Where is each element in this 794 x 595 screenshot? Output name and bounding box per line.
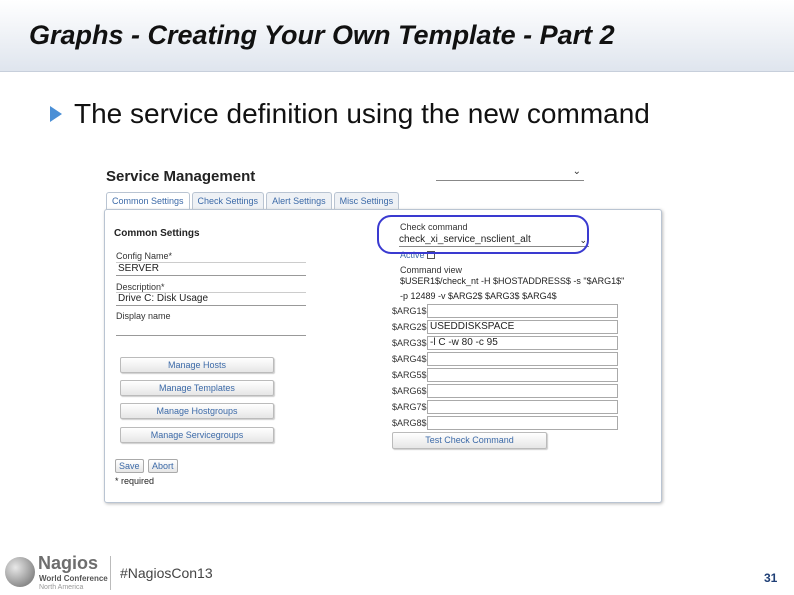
check-command-label: Check command xyxy=(400,222,468,232)
page-number: 31 xyxy=(764,571,778,585)
abort-button[interactable]: Abort xyxy=(148,459,178,473)
arg3-field[interactable]: -l C -w 80 -c 95 xyxy=(427,336,618,350)
config-name-field[interactable]: SERVER xyxy=(116,262,306,276)
arg8-field[interactable] xyxy=(427,416,618,430)
service-management-screenshot xyxy=(96,161,671,509)
active-label: Active xyxy=(400,250,425,260)
arg4-label: $ARG4$ xyxy=(392,354,427,364)
bullet-row xyxy=(50,97,650,131)
bullet-text: The service definition using the new command xyxy=(74,98,650,129)
logo-name: Nagios xyxy=(38,553,99,573)
bullet-arrow-icon xyxy=(50,106,62,122)
check-command-value: check_xi_service_nsclient_alt xyxy=(399,234,531,245)
arg6-field[interactable] xyxy=(427,384,618,398)
check-command-highlight xyxy=(377,215,589,254)
logo-region: North America xyxy=(39,584,84,591)
arg7-field[interactable] xyxy=(427,400,618,414)
command-view-line: $USER1$/check_nt -H $HOSTADDRESS$ -s "$ARG1$" xyxy=(400,276,625,286)
nagios-globe-icon xyxy=(5,557,35,587)
tab-alert-settings[interactable]: Alert Settings xyxy=(266,192,332,210)
arg5-field[interactable] xyxy=(427,368,618,382)
conference-hashtag: #NagiosCon13 xyxy=(120,565,213,581)
logo-subtitle: World Conference xyxy=(39,574,108,583)
arg6-label: $ARG6$ xyxy=(392,386,427,396)
description-label: Description* xyxy=(116,282,165,292)
tab-common-settings[interactable]: Common Settings xyxy=(106,192,190,210)
arg3-label: $ARG3$ xyxy=(392,338,427,348)
arg4-field[interactable] xyxy=(427,352,618,366)
save-button[interactable]: Save xyxy=(115,459,144,473)
app-title: Service Management xyxy=(106,168,256,185)
config-name-label: Config Name* xyxy=(116,251,173,261)
arg2-field[interactable]: USEDDISKSPACE xyxy=(427,320,618,334)
common-settings-heading: Common Settings xyxy=(114,228,200,239)
arg1-label: $ARG1$ xyxy=(392,306,427,316)
command-view-line: -p 12489 -v $ARG2$ $ARG3$ $ARG4$ xyxy=(400,291,557,301)
footer-divider xyxy=(110,556,111,590)
required-note: * required xyxy=(115,476,155,486)
chevron-down-icon: ⌄ xyxy=(579,235,587,245)
tab-misc-settings[interactable]: Misc Settings xyxy=(334,192,400,210)
arg5-label: $ARG5$ xyxy=(392,370,427,380)
arg8-label: $ARG8$ xyxy=(392,418,427,428)
top-select[interactable] xyxy=(436,165,584,181)
manage-hosts-button[interactable]: Manage Hosts xyxy=(120,357,274,373)
slide-title: Graphs - Creating Your Own Template - Part 2 xyxy=(29,20,615,50)
display-name-label: Display name xyxy=(116,311,171,321)
tab-check-settings[interactable]: Check Settings xyxy=(192,192,265,210)
description-field[interactable]: Drive C: Disk Usage xyxy=(116,292,306,306)
manage-hostgroups-button[interactable]: Manage Hostgroups xyxy=(120,403,274,419)
display-name-field[interactable] xyxy=(116,322,306,336)
chevron-down-icon: ⌄ xyxy=(572,166,581,177)
manage-servicegroups-button[interactable]: Manage Servicegroups xyxy=(120,427,274,443)
test-check-command-button[interactable]: Test Check Command xyxy=(392,432,547,449)
arg1-field[interactable] xyxy=(427,304,618,318)
command-view-label: Command view xyxy=(400,265,463,275)
command-view-text xyxy=(400,274,624,304)
tab-bar xyxy=(106,192,399,210)
arg2-label: $ARG2$ xyxy=(392,322,427,332)
arg7-label: $ARG7$ xyxy=(392,402,427,412)
manage-templates-button[interactable]: Manage Templates xyxy=(120,380,274,396)
